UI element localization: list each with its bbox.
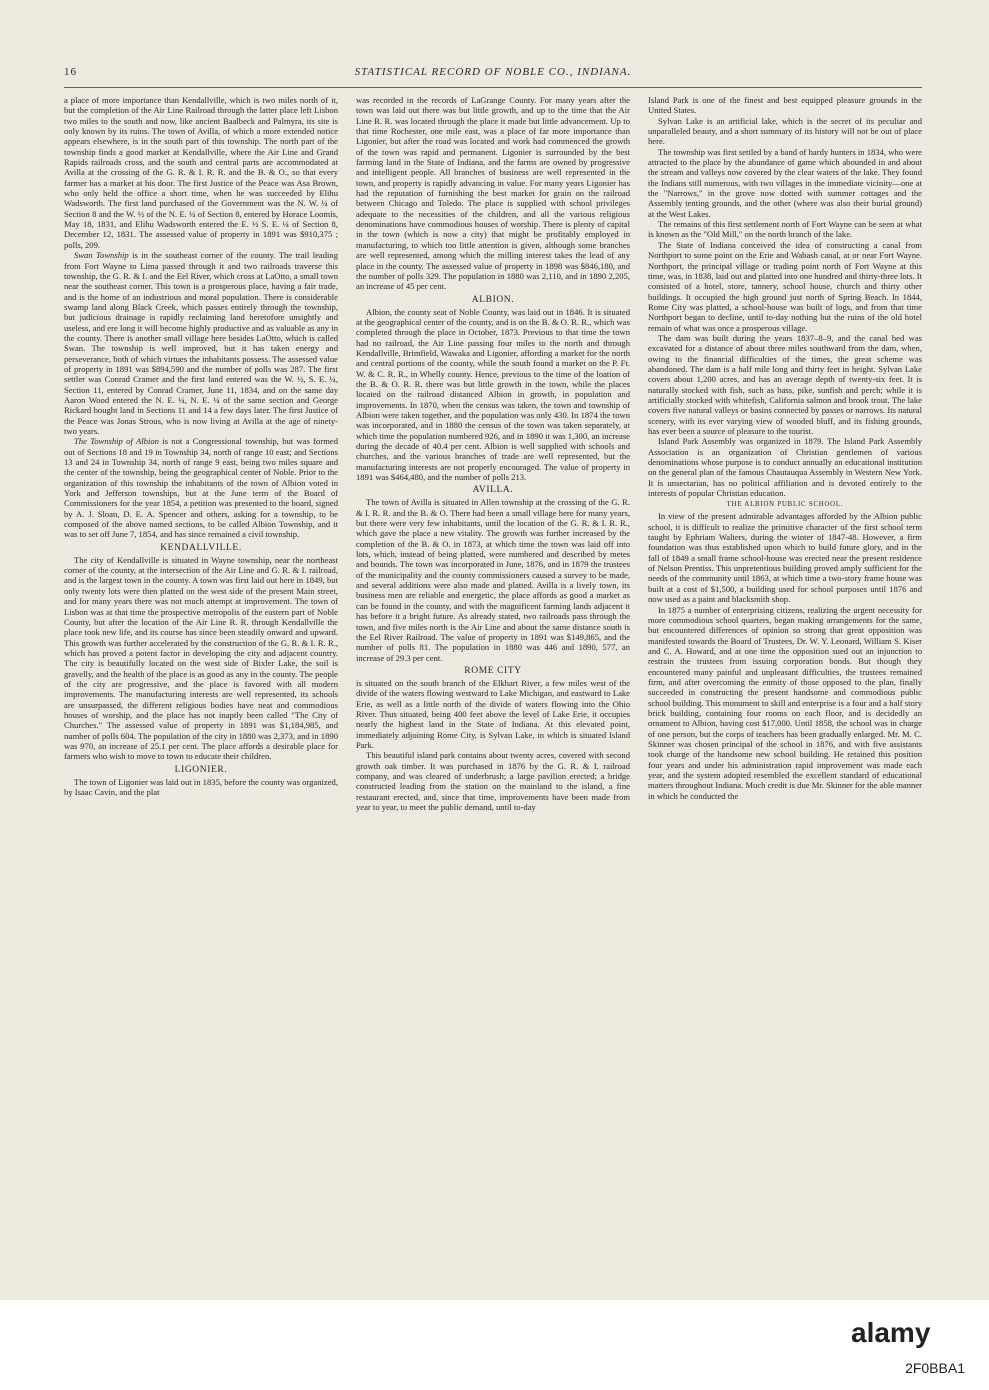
paragraph [356,678,630,750]
paragraph-text: Island Park Assembly was organized in 1879. The Island Park Assembly Association is an organization of Christian gentlemen of various denominations whose purpose is to conduct annually an educational institution on the general plan of the famous Chautauqua Assembly in Western New York. It is unsectarian, has no political affiliation and is devoted entirely to the interests of popular Christian education. [648,436,922,499]
paragraph-text: The township was first settled by a band of hardy hunters in 1834, who were attracted to the place by the abundance of game which abounded in and about the stream and valleys now covered by the clear waters of the lake. They found the Indians still numerous, with two villages in the immediate vicinity—one at the "Narrows," in the grove now dotted with summer cottages and the Assembly tenting grounds, and the other (where was also their burial ground) at the West Lakes. [648,146,922,219]
paragraph-text: The town of Ligonier was laid out in 1835, before the county was organized, by Isaac Cavin, and the plat [64,776,338,797]
paragraph-text: is situated on the south branch of the Elkhart River, a few miles west of the divide of the waters flowing westward to Lake Michigan, and eastward to Lake Erie, as well as a little north of the divide of waters flowing into the Ohio River. Thus situated, being 400 feet above the level of Lake Erie, it occupies nearly the highest land in the State of Indiana. At this elevated point, immediately adjoining Rome City, is Sylvan Lake, in which is situated Island Park. [356,677,630,750]
paragraph [648,605,922,802]
paragraph-text: Albion, the county seat of Noble County, was laid out in 1846. It is situated at the geographical center of the county, and is on the B. & O. R. R., which was completed through the place in October, 1873. Previous to that time the town had no railroad, the Air Line passing four miles to the north and through Kendallville, Brimfield, Wawaka and Ligonier, affording a market for the north and central portions of the county, while the south found a market on the P. Ft. W. & C. R. R., in Whelly county. Hence, previous to the time of the loation of the B. & O. R. R. there was but little growth in the town, while the places located on the railroad distanced Albion in growth, in population and improvements. In 1870, when the census was taken, the town and township of Albion were taken together, and the population was only 430. In 1874 the town was incorporated, and in 1880 the census of the town was taken separately, at which time the population numbered 926, and in 1890 it was 1,300, an increase during the decade of 40.4 per cent. Albion is well supplied with schools and churches, and the various branches of trade are well represented, but the manufacturing interests are not properly encouraged. The value of property in 1891 was $464,480, and the number of polls 213. [356,306,630,483]
watermark-band [0,1300,989,1390]
paragraph [64,95,338,250]
paragraph [648,436,922,498]
text-column-middle [356,95,630,1265]
paragraph-text: The State of Indiana conceived the idea of constructing a canal from Northport to some point on the Erie and Wabash canal, at or near Fort Wayne. Northport, the principal village or trading point north of Fort Wayne at this time, was, in 1838, laid out and platted into one hundred and thirty-three lots. It consisted of a hotel, store, tannery, school house, church and thirty other buildings. It occupied the high ground just north of Spring Beach. In 1844, Rome City was platted, a school-house was built of logs, and from that time Northport began to decline, until to-day nothing but the ruins of the old hotel remain of what was once a prosperous village. [648,239,922,333]
text-column-left [64,95,338,1265]
paragraph-text: The dam was built during the years 1837–8–9, and the canal bed was excavated for a distance of about three miles southward from the dam, when, owing to the financial difficulties of the times, the great scheme was abandoned. The dam is a half mile long and thirty feet in height. Sylvan Lake covers about 1,200 acres, and has an average depth of twenty-six feet. It is naturally stocked with fish, such as bass, pike, sunfish and perch; while it is artificially stocked with whitefish, California salmon and brook trout. The lake covers five natural valleys or basins connected by passes or narrows. Its natural scenery, with its ever varying view of wooded bluff, and its fishing grounds, has ever been a source of pleasure to the tourist. [648,332,922,436]
stock-image-id: 2F0BBA1 [905,1360,965,1376]
paragraph-text: is not a Congressional township, but was formed out of Sections 18 and 19 in Township 34, north of range 10 east; and Sections 13 and 24 in Township 34, north of range 9 east, being two miles square and the center of the township, being the geographical center of Noble. Prior to the organization of this township the inhabitants of the town of Albion voted in York and Jefferson townships, but at the June term of the Board of Commissioners for the year 1854, a petition was presented to the board, signed by A. J. Sloan, D. E. A. Spencer and others, asking for a township, to be composed of the above named sections, to be called Albion Township, and it was to set off June 7, 1854, and has since remained a civil township. [64,436,338,540]
paragraph [648,240,922,333]
paragraph-text: is in the southeast corner of the county. The trail leading from Fort Wayne to Lima passed through it and two railroads traverse this township, the G. R. & I. and the Eel River, which cross at LaOtto, a small town near the southeast corner. This town is a prosperous place, having a fair trade, and is the home of an industrious and moral population. There is considerable swamp land along Black Creek, which passes entirely through the township, but judicious drainage is rapidly reclaiming land heretofore unsightly and useless, and ere long it will become highly productive and as valuable as any in the county. There is another small village here besides LaOtto, which is called Swan. The township is well improved, but it has taken energy and perseverance, both of which virtues the inhabitants possess. The assessed value of property in 1891 was $894,590 and the number of polls was 287. The first settler was Conrad Cramer and the first land entered was the W. ½, S. E. ¼, Section 11, entered by Conrad Cramer, June 11, 1834, and on the same day Aaron Wood entered the N. E. ¼, N. E. ¼ of the same section and George Rickard bought land in Sections 11 and 14 a few days later. The first Justice of the Peace was Jonas Strous, who is now living at Avilla at the age of ninety-two years. [64,250,338,436]
running-title: STATISTICAL RECORD OF NOBLE CO., INDIANA. [354,66,632,78]
paragraph [64,436,338,539]
paragraph-lead: The Township of Albion [74,436,159,447]
section-heading: KENDALLVILLE. [160,542,242,553]
paragraph [648,95,922,116]
paragraph-text: Island Park is one of the finest and best equipped pleasure grounds in the United States. [648,95,922,116]
paragraph-text: In 1875 a number of enterprising citizens, realizing the urgent necessity for more commodious school quarters, began making arrangements for the same, but encountered differences of opinion so strong that great opposition was manifested towards the Board of Trustees, Dr. W. Y. Leonard, William S. Kiser and C. A. Howard, and at one time the opposition sued out an injunction to restrain the trustees from issuing corporation bonds. But though they encountered many painful and unpleasant difficulties, the trustees remained firm, and after overcoming the enmity of those opposed to the plan, finally succeeded in constructing the present handsome and commodious public school building. This monument to skill and enterprise is a four and a half story brick building, containing four rooms on each floor, and is decidedly an ornament to Albion, having cost $17,000. Until 1858, the school was in charge of one person, but the corps of teachers has been gradually enlarged. Mr. M. C. Skinner was chosen principal of the school in 1876, and with five assistants took charge of the handsome new school building. He retained this position four years and under his administration rapid improvement was made each year, and the system adopted resembled the excellent standard of educational matters throughout Indiana. Much credit is due Mr. Skinner for the able manner in which he conducted the [648,604,922,801]
paragraph [356,497,630,663]
paragraph-lead: Swan Township [74,250,129,261]
paragraph-text: The city of Kendallville is situated in Wayne township, near the northeast corner of the county, at the intersection of the Air Line and G. R. & I. railroad, and is the largest town in the county. A town was first laid out here in 1849, but only twenty lots were then platted on the west side of the present Main street, and for many years there was not much attempt at improvement. The town of Lisbon was at that time the prospective metropolis of the eastern part of Noble County, but after the location of the Air Line R. R. through Kendallville the place took new life, and its course has since been steadily onward and upward. This growth was further accelerated by the construction of the G. R. & I. R. R., which has proved a potent factor in developing the city and adjacent country. The city is beautifully located on the west side of Bixler Lake, the soil is gravelly, and the health of the place is as good as any in the county. The people of the city are progressive, and the place is favored with all modern improvements. The manufacturing interests are well represented, its schools are unsurpassed, the different religious bodies have neat and commodious houses of worship, and the place has not inaptly been called "The City of Churches." The assessed value of property in 1891 was $1,184,985, and number of polls 604. The population of the city in 1880 was 2,373, and in 1890 was 970, an increase of 25.1 per cent. The place affords a desirable place for farmers who wish to move to town to educate their children. [64,554,338,762]
paragraph [64,250,338,436]
section-heading: LIGONIER. [174,764,228,775]
header-rule [64,87,922,88]
page-number: 16 [64,66,77,78]
paragraph-text: The town of Avilla is situated in Allen township at the crossing of the G. R. & I. R. R. and the B. & O. There had been a small village here for many years, but there were very few inhabitants, until the location of the G. R. & I. R. R., which gave the place a new vitality. The growth was further increased by the completion of the B. & O. in 1873, at which time the town was laid off into lots, which, instead of being platted, were numbered and described by metes and bounds. The town was incorporated in June, 1876, and in 1879 the trustees of the municipality and the county commissioners caused a survey to be made, and several additions were also made and platted. Avilla is a lively town, its business men are reliable and energetic, the place affords as good a market as can be found in the county, and with the magnificent farming lands adjacent it has before it a bright future. As already stated, two railroads pass through the town, and five miles north is the Air Line and about the same distance south is the Eel River Railroad. The value of property in 1891 was $149,865, and the number of polls 81. The population in 1880 was 446 and 1890, 577, an increase of 29.3 per cent. [356,497,630,663]
paragraph [648,511,922,604]
paragraph [648,333,922,436]
alamy-logo-mark [851,1318,971,1348]
paragraph-text: Sylvan Lake is an artificial lake, which is the secret of its peculiar and unparalleled beauty, and a short summary of its history will not be out of place here. [648,115,922,147]
section-heading: THE ALBION PUBLIC SCHOOL. [726,501,844,509]
paragraph [64,555,338,762]
section-heading: ROME CITY [464,665,522,676]
section-heading: AVILLA. [472,485,514,496]
paragraph-text: This beautiful island park contains about twenty acres, covered with second growth oak timber. It was purchased in 1876 by the G. R. & I. railroad company, and was cleared of underbrush; a large pavilion erected; a bridge constructed leading from the station on the mainland to the island, a fine restaurant erected, and, since that time, improvements have been made from year to year, to meet the public demand, until to-day [356,750,630,812]
paragraph [64,777,338,798]
paragraph [648,116,922,147]
paragraph [648,219,922,240]
paragraph-text: was recorded in the records of LaGrange County. For many years after the town was laid out there was but little growth, and up to the time that the Air Line R. R. was located through the place it made but little advancement. Up to that time Rochester, one mile east, was a place of far more importance than Ligonier, but after the road was located and work had commenced the growth of the town was rapid and permanent. Ligonier is surrounded by the best farming land in the State of Indiana, and the farms are owned by progressive and intelligent people. All branches of business are well represented in the town, and property is rapidly advancing in value. For many years Ligonier has had the reputation of furnishing the best market for grain on the railroad between Chicago and Toledo. The place is supplied with school privileges adequate to the necessities of the children, and all the various religious denominations have commodious houses of worship. There is plenty of capital in the town (which is now a city) that might be profitably employed in manufacturing, to which too little attention is given, although some branches are well represented, among which the milling interest takes the lead of any place in the county. The assessed value of property in 1898 was $846,180, and the number of polls 329. The population in 1880 was 2,110, and in 1890 2,205, an increase of 45 per cent. [356,95,630,292]
paragraph [648,147,922,219]
paragraph-text: In view of the present admirable advantages afforded by the Albion public school, it is difficult to realize the primitive character of the first school term taught by Ephriam Walters, during the winter of 1847-48. However, a firm foundation was thus established upon which to build future glory, and in the fall of 1849 a small frame school-house was erected near the present residence of Nelson Prentiss. This unpretentious building proved amply sufficient for the needs of the community until 1863, at which time a two-story frame house was built at a cost of $1,500, a building used for school purposes until 1876 and now used as a paint and blacksmith shop. [648,511,922,605]
paragraph [356,307,630,483]
paragraph [356,95,630,292]
paragraph-text: a place of more importance than Kendallville, which is two miles north of it, but the completion of the Air Line Railroad through the latter place left Lisbon two miles to the south and now, like ancient Baalbeck and Palmyra, its site is only known by its ruins. The town of Avilla, of which a more extended notice appears elsewhere, is in the south part of this township. The north part of the township finds a good market at Kendallville, where the Air Line and Grand Rapids railroads cross, and the south and central parts are accommodated at Avilla at the crossing of the G. R. & I. R. R. and the B. & O., so that every farmer has a market at his door. The first Justice of the Peace was Asa Brown, who only held the office a short time, when he was succeeded by Elihu Wadsworth. The first land purchased of the Government was the N. W. ¼ of Section 8 and the W. ½ of the N. E. ¼ of Section 8, entered by Horace Loomis, May 18, 1831, and Elihu Wadsworth entered the E. ½ S. E. ¼ of Section 8, December 12, 1831. The assessed value of property in 1891 was $910,375 ; polls, 209. [64,95,338,250]
section-heading: ALBION. [471,294,515,305]
alamy-logo-text: alamy [851,1318,931,1348]
text-column-right [648,95,922,1265]
paragraph [356,750,630,812]
page-header [64,66,922,84]
paragraph-text: The remains of this first settlement north of Fort Wayne can be seen at what is known as the "Old Mill," on the north branch of the lake. [648,219,922,240]
